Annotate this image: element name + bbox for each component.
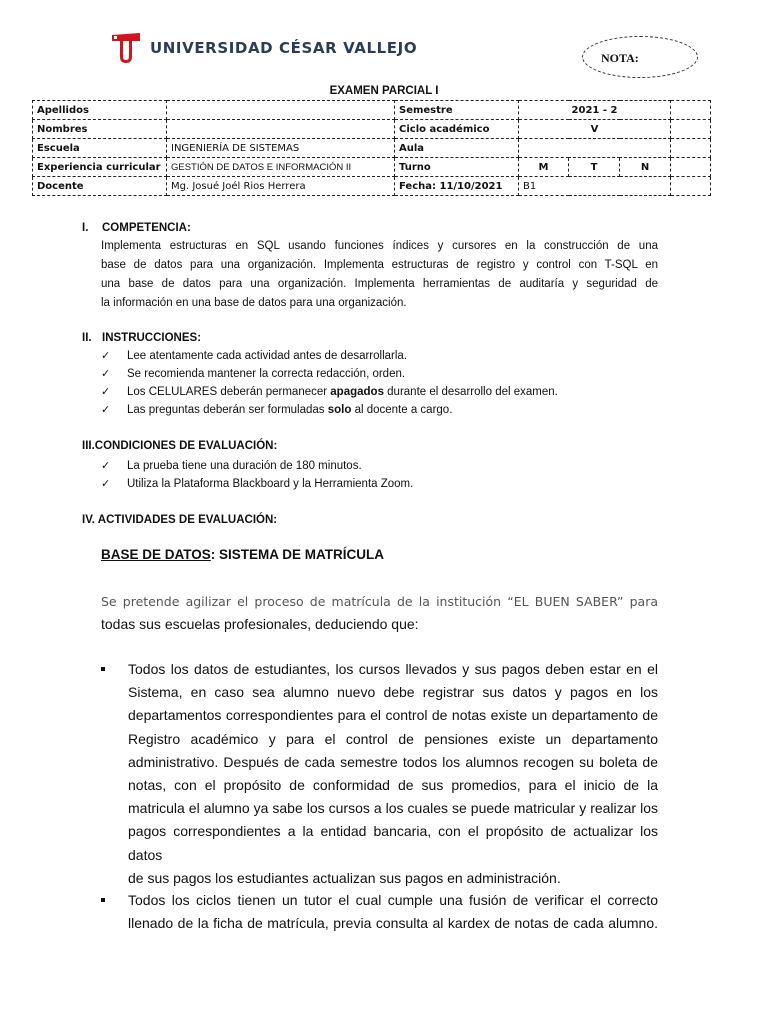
text-line: Todos los ciclos tienen un tutor el cual cumple una fusión de verificar el correcto [128,892,658,908]
case-intro [101,590,658,636]
nota-box [582,36,698,78]
text-line: Implementa estructuras en SQL usando funciones índices y cursores en la construcción de una [101,240,658,252]
list-item [101,367,405,380]
case-bullet-2 [101,889,658,935]
turno-n[interactable]: N [620,158,671,177]
escuela-label: Escuela [33,139,167,158]
list-item-text: al docente a cargo. [351,404,453,416]
list-item [101,349,407,362]
list-item-text: Se recomienda mantener la correcta redacción, orden. [127,368,406,380]
instrucciones-heading [82,332,201,344]
turno-m[interactable]: M [519,158,569,177]
aula-value: B1 [519,177,671,196]
fecha-label: Fecha: 11/10/2021 [395,177,519,196]
emphasis-text: apagados [330,386,384,398]
university-logo [110,30,417,66]
case-bullet-1 [101,658,658,890]
competencia-text [101,237,658,313]
checkmark-icon: ✓ [101,367,111,380]
list-item-text: La prueba tiene una duración de 180 minutos. [127,460,362,472]
list-item [101,477,413,490]
checkmark-icon: ✓ [101,459,111,472]
ciclo-label: Ciclo académico [395,120,519,139]
bullet-icon [101,898,105,902]
text-line: la información en una base de datos para una organización. [101,297,407,309]
competencia-heading [82,222,191,234]
empty-cell [671,177,711,196]
exam-title: EXAMEN PARCIAL I [329,85,439,97]
table-row [33,101,711,120]
text-line: administrativo. Después de cada semestre todos los alumnos recogen su boleta de [128,753,658,770]
nota-label: NOTA: [601,51,639,65]
table-row [33,158,711,177]
turno-t[interactable]: T [569,158,620,177]
university-name: UNIVERSIDAD CÉSAR VALLEJO [150,39,418,57]
list-item-text: Los CELULARES deberán permanecer [127,386,331,398]
text-line: una base de datos para una organización. Implementa herramientas de auditaría y seguridad de [101,278,658,290]
bullet-icon [101,667,105,671]
subtitle-underlined: BASE DE DATOS [101,547,211,562]
turno-label: Turno [395,158,519,177]
section-title: INSTRUCCIONES: [102,332,202,344]
ucv-emblem-icon [110,31,142,65]
checkmark-icon: ✓ [101,477,111,490]
list-item [101,403,452,416]
table-row [33,120,711,139]
aula-field [519,139,671,158]
list-item-text: Las preguntas deberán ser formuladas [127,404,328,416]
text-line: matricula el alumno ya sabe los cursos a los cuales se puede matricular y realizar los [128,800,658,817]
emphasis-text: solo [327,404,352,416]
list-item-text: durante el desarrollo del examen. [383,386,558,398]
text-line: Todos los datos de estudiantes, los cursos llevados y sus pagos deben estar en el [128,661,658,677]
case-subtitle [101,547,384,562]
table-row [33,177,711,196]
escuela-value: INGENIERÍA DE SISTEMAS [167,139,395,158]
subtitle-rest: : SISTEMA DE MATRÍCULA [210,547,385,562]
text-line: de sus pagos los estudiantes actualizan sus pagos en administración. [128,869,561,886]
text-line: todas sus escuelas profesionales, deduciendo que: [101,616,419,632]
list-item-text: Lee atentamente cada actividad antes de desarrollarla. [127,350,408,362]
semestre-value: 2021 - 2 [519,101,671,120]
list-item-text: Utiliza la Plataforma Blackboard y la Herramienta Zoom. [127,478,414,490]
text-line: notas, con el propósito de conformidad de sus promedios, para el inicio de la [128,777,658,794]
semestre-label: Semestre [395,101,519,120]
empty-cell [671,139,711,158]
list-item [101,459,362,472]
section-number: II. [82,332,92,344]
docente-label: Docente [33,177,167,196]
section-title: COMPETENCIA: [102,222,191,234]
experiencia-label: Experiencia curricular [33,158,167,177]
empty-cell [671,120,711,139]
docente-value: Mg. Josué Joél Rios Herrera [167,177,395,196]
student-info-table [32,100,711,196]
ciclo-value: V [519,120,671,139]
actividades-heading: IV. ACTIVIDADES DE EVALUACIÓN: [82,514,278,526]
apellidos-label: Apellidos [33,101,167,120]
table-row [33,139,711,158]
empty-cell [671,158,711,177]
text-line: llenado de la ficha de matrícula, previa consulta al kardex de notas de cada alumno. [128,915,658,932]
apellidos-field[interactable] [167,101,395,120]
section-number: I. [82,222,89,234]
checkmark-icon: ✓ [101,403,111,416]
empty-cell [671,101,711,120]
checkmark-icon: ✓ [101,349,111,362]
text-line: departamentos correspondientes para el control de notas existe un departamento de [128,707,658,724]
condiciones-heading: III.CONDICIONES DE EVALUACIÓN: [82,440,278,452]
text-line: pagos correspondientes a la entidad bancaria, con el propósito de actualizar los datos [128,823,658,863]
experiencia-value: GESTIÓN DE DATOS E INFORMACIÓN II [167,158,395,177]
nombres-label: Nombres [33,120,167,139]
text-line: Se pretende agilizar el proceso de matrícula de la institución “EL BUEN SABER” para [101,594,658,609]
nombres-field[interactable] [167,120,395,139]
text-line: base de datos para una organización. Implementa estructuras de registro y control con T-SQL en [101,259,658,271]
checkmark-icon: ✓ [101,385,111,398]
text-line: Sistema, en caso sea alumno nuevo debe registrar sus datos y pagos en los [128,684,658,701]
list-item [101,385,558,398]
aula-label: Aula [395,139,519,158]
text-line: Registro académico y para el control de pensiones existe un departamento [128,730,658,747]
